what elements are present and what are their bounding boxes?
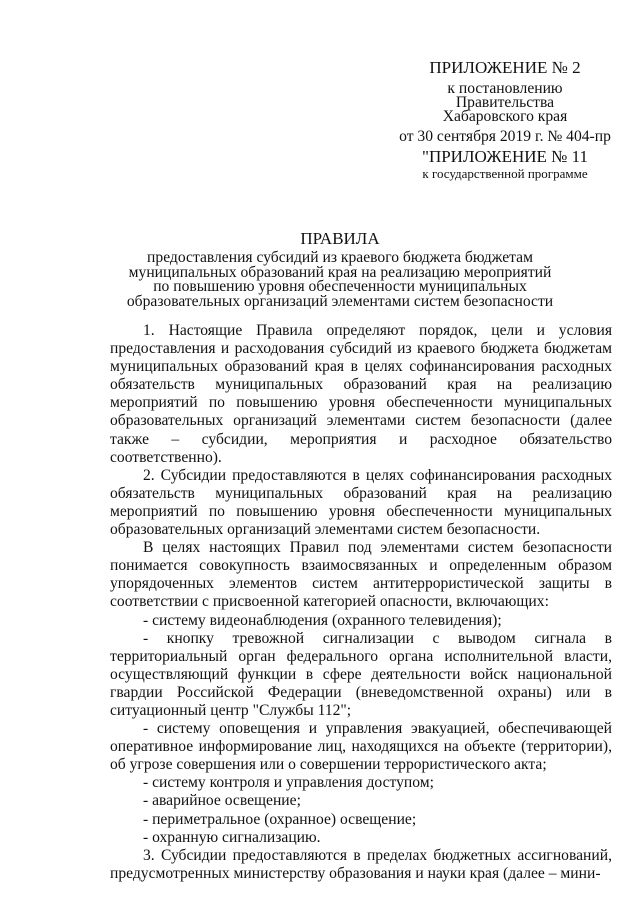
resolution-line: Хабаровского края (442, 108, 568, 125)
list-item: - систему видеонаблюдения (охранного телевидения); (143, 611, 502, 629)
document-title: ПРАВИЛА (300, 229, 380, 248)
paragraph-3: 3. Субсидии предоставляются в пределах бюджетных ассигнований, предусмотренных министерству образования и науки края (далее – мини- (110, 846, 612, 882)
list-item: - кнопку тревожной сигнализации с выводом сигнала в территориальный орган федерального органа исполнительной власти, осуществляющий функции в сфере деятельности войск национальной гвардии Российской Федерации (вневедомственной охраны) или в ситуационный центр "Службы 112"; (110, 629, 612, 719)
list-item: - аварийное освещение; (143, 792, 301, 810)
paragraph-2: 2. Субсидии предоставляются в целях софинансирования расходных обязательств муниципальных образований края на реализацию мероприятий по повышению уровня обеспеченности муниципальных образовательных организаций элементами систем безопасности. (110, 466, 612, 539)
list-item: - охранную сигнализацию. (143, 828, 321, 846)
program-reference: к государственной программе (422, 166, 588, 181)
appendix-heading: ПРИЛОЖЕНИЕ № 2 (429, 58, 581, 77)
list-item: - систему оповещения и управления эвакуацией, обеспечивающей оперативное информирование лиц, находящихся на объекте (территории), об угрозе совершения или о совершении террористического акта; (110, 720, 612, 774)
subtitle-line: по повышению уровня обеспеченности муниципальных (153, 278, 527, 296)
paragraph-definition: В целях настоящих Правил под элементами систем безопасности понимается совокупность взаимосвязанных и определенным образом упорядоченных элементов систем антитеррористической защиты в соответствии с присвоенной категорией опасности, включающих: (110, 539, 612, 611)
subtitle-line: предоставления субсидий из краевого бюджета бюджетам (147, 249, 533, 266)
resolution-line: от 30 сентября 2019 г. № 404-пр (399, 128, 611, 145)
appendix-11-heading: "ПРИЛОЖЕНИЕ № 11 (422, 147, 588, 166)
paragraph-1: 1. Настоящие Правила определяют порядок, цели и условия предоставления и расходования субсидий из краевого бюджета бюджетам муниципальных образований края в целях софинансирования расходных обязательств муниципальных образований края на реализацию мероприятий по повышению уровня обеспеченности муниципальных образовательных организаций элементами систем безопасности (далее также – субсидии, мероприятия и расходное обязательство соответственно). (110, 322, 612, 466)
list-item: - периметральное (охранное) освещение; (143, 810, 417, 828)
document-subtitle (40, 251, 640, 310)
subtitle-line: муниципальных образований края на реализацию мероприятий (128, 263, 552, 281)
document-body (110, 322, 612, 883)
list-item: - систему контроля и управления доступом; (143, 774, 434, 792)
subtitle-line: образовательных организаций элементами систем безопасности (126, 293, 554, 311)
resolution-line: к постановлению (447, 80, 563, 97)
resolution-line: Правительства (455, 94, 555, 111)
resolution-reference (395, 82, 615, 144)
